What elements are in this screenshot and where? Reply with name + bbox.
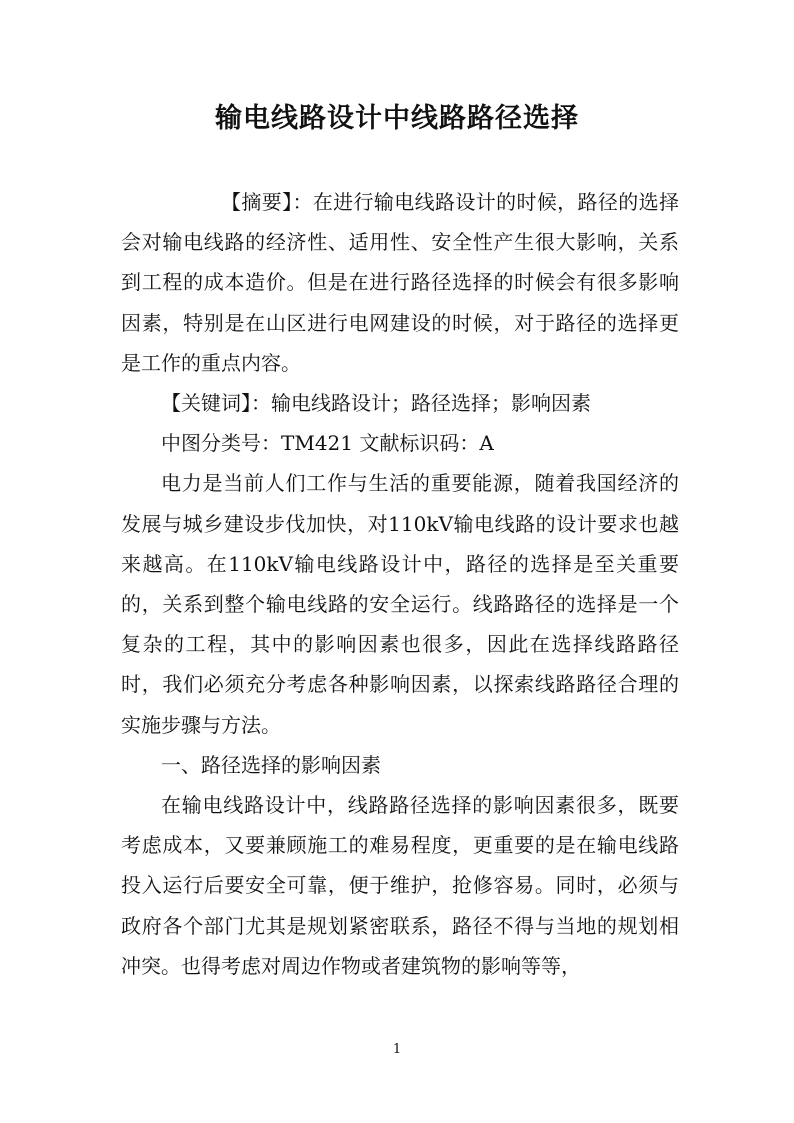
document-body <box>121 182 679 986</box>
document-title: 输电线路设计中线路路径选择 <box>215 103 579 134</box>
body-paragraph: 电力是当前人们工作与生活的重要能源，随着我国经济的发展与城乡建设步伐加快，对110kV输电线路的设计要求也越来越高。在110kV输电线路设计中，路径的选择是至关重要的，关系到整个输电线路的安全运行。线路路径的选择是一个复杂的工程，其中的影响因素也很多，因此在选择线路路径时，我们必须充分考虑各种影响因素，以探索线路路径合理的实施步骤与方法。 <box>121 471 679 737</box>
body-paragraph: 在输电线路设计中，线路路径选择的影响因素很多，既要考虑成本，又要兼顾施工的难易程度，更重要的是在输电线路投入运行后要安全可靠，便于维护，抢修容易。同时，必须与政府各个部门尤其是规划紧密联系，路径不得与当地的规划相冲突。也得考虑对周边作物或者建筑物的影响等等， <box>121 793 679 978</box>
section-heading: 一、路径选择的影响因素 <box>161 752 381 777</box>
classification-line: 中图分类号：TM421 文献标识码：A <box>161 431 494 456</box>
keywords-line: 【关键词】：输电线路设计；路径选择；影响因素 <box>161 391 591 416</box>
abstract-paragraph: 【摘要】：在进行输电线路设计的时候，路径的选择会对输电线路的经济性、适用性、安全性产生很大影响，关系到工程的成本造价。但是在进行路径选择的时候会有很多影响因素，特别是在山区进行电网建设的时候，对于路径的选择更是工作的重点内容。 <box>121 190 679 375</box>
page-number: 1 <box>392 1042 402 1057</box>
